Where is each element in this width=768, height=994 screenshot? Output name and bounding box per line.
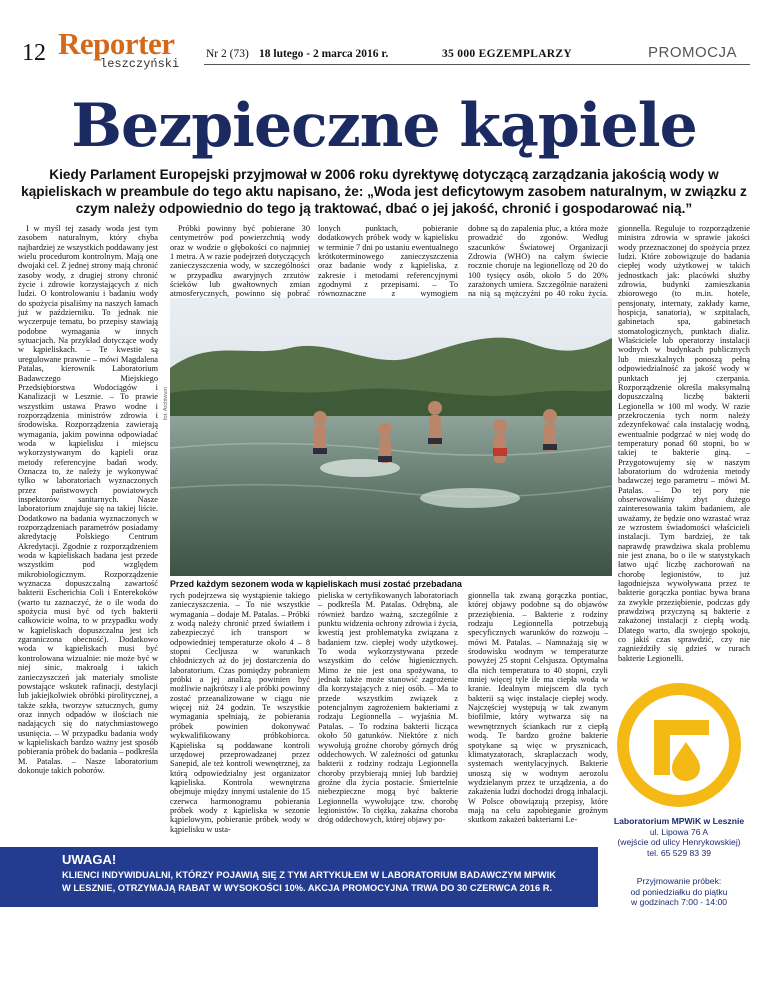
water-drop-logo-icon: [614, 680, 744, 815]
hours-days: od poniedziałku do piątku: [630, 886, 728, 897]
article-column-3: [318, 224, 458, 299]
article-column-4: [468, 224, 608, 299]
lake-photo: [170, 298, 612, 576]
photo-credit: fot. Archiwum: [163, 386, 169, 420]
hours-time: w godzinach 7:00 - 14:00: [630, 897, 728, 907]
column-text: rych podejrzewa się wystąpienie takiego zanieczyszczenia. – To nie wszystkie wymagania – dodaje M. Patalas. – Próbki z wodą należy chronić przed światłem i zabezpieczyć ich transport w odpowiedniej temperaturze około 4 – 8 stopni Cecljusza w warunkach chłodniczych aż do jej dostarczenia do laboratorium. Czas pomiędzy pobraniem próbki a jej analizą powinien być możliwie najkrótszy i ale próbki powinny zostać przeanalizowane w ciągu nie więcej niż 24 godzin. Te wszystkie wymagania spełniają, że pobierania próbek powinien dokonywać wykwalifikowany próbkobiorca. Kąpieliska są poddawane kontroli urzędowej przeprowadzanej przez Sanepid, ale też kontroli wewnętrznej, za którą odpowiedzialny jest organizator kąpieliska. Kontrola wewnętrzna obejmuje między innymi ustalenie do 15 czerwca harmonogramu pobierania próbek wody z kąpieliska w sezonie kąpielowym, pobieranie próbek wody w kąpielisku w usta-: [170, 591, 310, 834]
photo-illustration: [170, 298, 612, 576]
column-text: pieliska w certyfikowanych laboratoriach – podkreśla M. Patalas. Odrębną, ale również bardzo ważną, szczególnie z punktu widzenia ochrony zdrowia i życia, kwestią jest problematyka związana z badaniem tzw. ciepłej wody użytkowej. To woda wykorzystywana przede wszystkim do celów higienicznych. Mimo że nie jest ona spożywana, to jednak także może stanowić zagrożenie dla korzystających z niej osób. – Ma to przede wszystkim związek z potencjalnym zagrożeniem bakteriami z rodzaju Legionnella – wyjaśnia M. Patalas. – To rodzina bakterii licząca około 50 gatunków. Niektóre z nich wywołują groźne choroby górnych dróg oddechowych. W zależności od gatunku bakterii z rodziny rodzaju Legionnella choroby przybierają mniej lub bardziej groźne dla życia postacie. Śmiertelnie niebezpieczne mogą być bakterie Legionnella wywołujące tzw. chorobę legionistów. To ciężka, zakaźna choroba dróg oddechowych, której objawy po-: [318, 591, 458, 825]
page-number: 12: [22, 40, 46, 66]
column-text: gionnella. Reguluje to rozporządzenie ministra zdrowia w sprawie jakości wody przeznaczonej do spożycia przez ludzi. Które zobowiązuje do badania ciepłej wody użytkowej w takich jednostkach jak: placówki służby zdrowia, budynki zamieszkania zbiorowego (to m.in. hotele, pensjonaty, internaty, zakłady karne, hospicja, sanatoria), w szpitalach, gabinetach spa, gabinetach stomatologicznych, punktach dializ. Właściciele lub operatorzy instalacji wodnych w budynkach publicznych lub mieszkalnych ponoszą pełną odpowiedzialność za jakość wody w punktach jej czerpania. Rozporządzenie określa maksymalną dopuszczalną liczbę bakterii Legionella w 100 ml wody. W razie przekroczenia tych norm należy zdezynfekować cała instalację wodną, ewentualnie podgrzać w niej wodę do temperatury ponad 60 stopni, bo w takiej te bakterie giną. – Przygotowujemy się w naszym laboratorium do wdrożenia metody badawczej tego parametru – mówi M. Patalas. – Do tej pory nie obserwowaliśmy zbyt dużego zainteresowania takim badaniem, ale uważamy, że będzie ono wzrastać wraz ze wzrostem świadomości właścicieli instalacji. Tym bardziej, że tak naprawdę prawdziwa skala problemu nie jest znana, bo o ile w statystykach łatwo ująć liczbę zachorowań na chorobę legionistów, to już łagodniejsza wywoływana przez te bakterie gorączka pontiac bywa brana za zwykłe przeziębienie, podczas gdy prawdziwą przyczyną są bakterie z zakażonej instalacji z ciepłą wodą. Dlatego warto, dla swojego spokoju, co jakiś czas sprawdzić, czy nie zagnieździły się gdzieś w rurach bakterie Legionelli.: [618, 224, 750, 663]
hours-title: Przyjmowanie próbek:: [636, 876, 722, 886]
notice-line-1: KLIENCI INDYWIDUALNI, KTÓRZY POJAWIĄ SIĘ Z TYM ARTYKUŁEM W LABORATORIUM BADAWCZYM MPWIK: [62, 870, 556, 880]
masthead-rule: [204, 64, 750, 65]
column-text: dobne są do zapalenia płuc, a która może prowadzić do zgonów. Według szacunków Światowej Organizacji Zdrowia (WHO) na całym świecie rocznie choruje na legionellozę od 20 do 100 tysięcy osób, około 5 do 20% zarażonych umiera. Szczególnie narażeni na nią są mężczyźni po 40 roku życia.: [468, 224, 608, 299]
lab-entry: (wejście od ulicy Henrykowskiej): [617, 837, 741, 847]
section-label: PROMOCJA: [648, 44, 738, 61]
article-column-1: [18, 224, 158, 844]
circulation: 35 000 EGZEMPLARZY: [442, 48, 572, 60]
article-column-2: [170, 224, 310, 299]
logo-main: Reporter: [58, 26, 175, 61]
photo-caption: Przed każdym sezonem woda w kąpieliskach musi zostać przebadana: [170, 579, 462, 589]
notice-line-2: W LESZNIE, OTRZYMAJĄ RABAT W WYSOKOŚCI 10%. AKCJA PROMOCYJNA TRWA DO 30 CZERWCA 2016 R.: [62, 883, 553, 893]
lab-hours: [604, 876, 754, 908]
lab-street: ul. Lipowa 76 A: [649, 826, 709, 837]
notice-title: UWAGA!: [62, 852, 117, 867]
column-text: Próbki powinny być pobierane 30 centymetrów pod powierzchnią wody oraz w wodzie o głębokości co najmniej 1 metra. A w razie podejrzeń dotyczących zanieczyszczenia wody, w szczególności w przypadku awaryjnych zrzutów ścieków lub gwałtownych zmian atmosferycznych, powinno się pobrać: [170, 224, 310, 299]
article-column-2-lower: [170, 591, 310, 843]
lead-paragraph: Kiedy Parlament Europejski przyjmował w 2006 roku dyrektywę dotyczącą zarządzania jakością wody w kąpieliskach w preambule do tego aktu napisano, że: „Woda jest deficytowym zasobem naturalnym, w związku z czym należy odpowiednio do tego ją traktować, dbać o jej jakość, chronić i gospodarować nią.”: [21, 167, 747, 216]
newspaper-logo: [58, 26, 180, 71]
lab-name: Laboratorium MPWiK w Lesznie: [613, 816, 745, 826]
column-text: lonych punktach, pobieranie dodatkowych próbek wody w kąpielisku w terminie 7 dni po ustaniu ewentualnego krótkoterminowego zanieczyszczenia oraz badanie wody z kąpieliska, z zakresie i metodami referencyjnymi zgodnymi z przepisami. – To równoznaczne z wymogiem: [318, 224, 458, 299]
issue-date: 18 lutego - 2 marca 2016 r.: [259, 48, 389, 60]
lab-contact: [604, 816, 754, 858]
lab-phone: tel. 65 529 83 39: [646, 847, 712, 858]
headline: Bezpieczne kąpiele: [71, 91, 697, 161]
article-column-3-lower: [318, 591, 458, 843]
logo-sub: leszczyński: [100, 57, 180, 71]
article-column-4-lower: [468, 591, 608, 843]
issue-number: Nr 2 (73): [206, 48, 249, 60]
column-text: I w myśl tej zasady woda jest tym zasobem naturalnym, który chyba najbardziej ze wszystkich poddawany jest wielu procedurom kontrolnym. Mają one dwojaki cel. Z jednej strony mają chronić zasoby wody, z drugiej strony chronić życie i zdrowie korzystających z nich ludzi. O kontrolowaniu i badaniu wody do spożycia pisaliśmy na naszych łamach już w październiku. To jednak nie wyczerpuje tematu, bo przepisy stawiają podobne wymagania w innych sytuacjach. Na przykład dotyczące wody w kąpieliskach. – Te kwestie są uregulowane prawnie – mówi Magdalena Patalas, kierownik Laboratorium Badawczego Miejskiego Przedsiębiorstwa Wodociągów i Kanalizacji w Lesznie. – To prawie wszystkim ustawa Prawo wodne i rozporządzenia ministrów zdrowia i środowiska. Rozporządzenia zawierają wymagania, jakim powinna odpowiadać woda w kąpielisku i miejscu wykorzystywanym do kąpieli oraz metody referencyjne badań wody. Oznacza to, że należy je wykonywać tylko w laboratoriach wyznaczonych przez państwowych powiatowych inspektorów sanitarnych. Nasze laboratorium znajduje się na takiej liście. Dodatkowo na badania wyznaczonych w rozporządzeniach parametrów posiadamy akredytację Polskiego Centrum Akredytacji. Zgodnie z rozporządzeniem woda w kąpieliskach badana jest przede wszystkim pod względem mikrobiologicznym. Rozporządzenie wyznacza dopuszczalną zawartość bakterii Escherichia Coli i Enterekoków (warto tu zaznaczyć, że o ile woda do spożycia musi być od tych bakterii całkowicie wolna, to w przypadku wody w kąpieliskach dopuszczalna jest ich zgaraniczona obecność). Dodatkowo woda w kąpieliskach musi być kontrolowana wizualnie: nie może być w niej sinic, makroalg i takich zanieczyszczeń jak materiały smoliste powstające wskutek rafinacji, destylacji lub jakiejkolwiek obróbki pirolitycznej, a także szkła, tworzyw sztucznych, gumy oraz innych odpadów w ilościach nie nadających się do natychmiastowego usunięcia. – W przypadku badania wody w kąpieliskach bardzo ważny jest sposób pobierania próbek do badania – podkreśla M. Patalas. – Nasze laboratorium dokonuje takich poborów.: [18, 224, 158, 775]
column-text: gionnella tak zwaną gorączka pontiac, której objawy podobne są do objawów przeziębienia. – Bakterie z rodziny rodzaju Legionnella potrzebują specyficznych warunków do rozwoju – mówi M. Patalas. – Namnażają się w środowisku wodnym w temperaturze powyżej 25 stopni Celsjusza. Optymalna dla nich temperatura to 40 stopni, czyli mniej więcej tyle ile ma ciepła woda w kranie. Idealnym miejscem dla tych bakterii są więc instalacje ciepłej wody. Najczęściej występują w tak zwanym biofilmie, który wytwarza się na wewnętrznych ściankach rur z ciepłą wodą. Te bardzo groźne bakterie spotykane są więc w prysznicach, klimatyzatorach, skraplaczach wody, systemach wentylacyjnych. Bakterie unoszą się w wodnym aerozolu wydzielanym przez te urządzenia, a do zakażenia ludzi dochodzi drogą inhalacji. W Polsce obowiązują przepisy, które mają na celu zapobieganie groźnym skutkom zakażeń bakteriami Le-: [468, 591, 608, 825]
